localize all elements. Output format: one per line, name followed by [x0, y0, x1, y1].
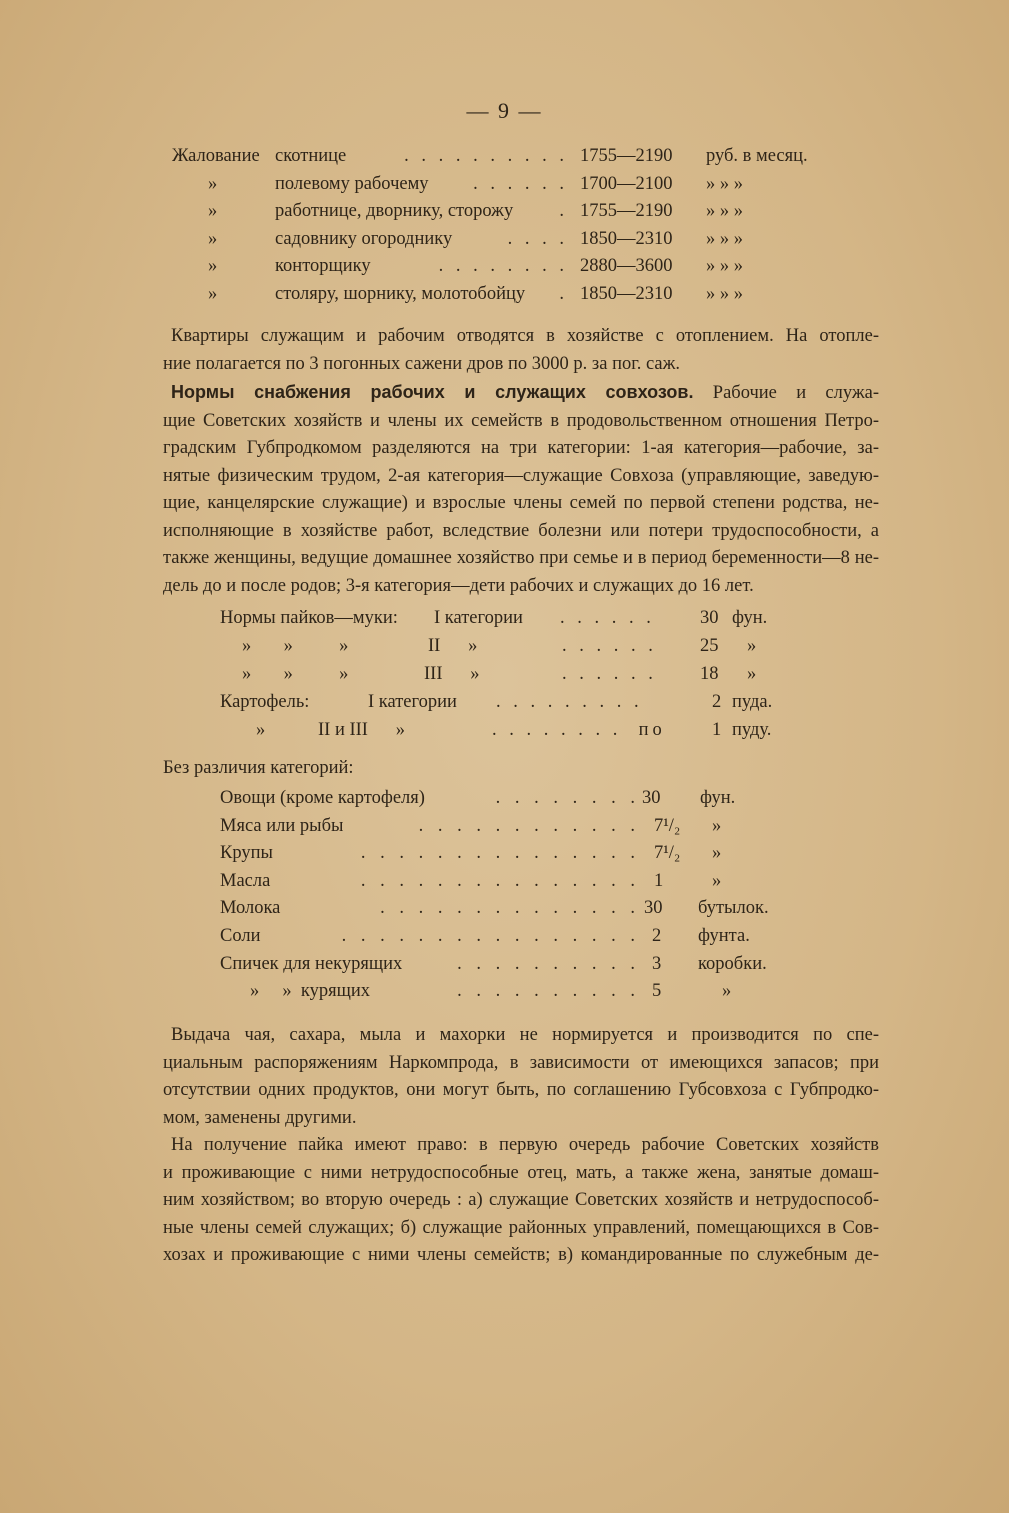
ration-value: 2: [712, 692, 722, 712]
ration-row: [220, 720, 790, 748]
ration-item: Картофель:: [220, 692, 310, 712]
salary-label: конторщику: [275, 256, 371, 276]
misc-unit: »: [712, 870, 722, 891]
salary-unit: » » »: [706, 283, 743, 304]
ration-row: [220, 636, 790, 664]
text-line: нятые физическим трудом, 2-ая категория—служащие Совхоза (управляющие, заведую-: [163, 465, 879, 486]
salary-dots: . . . . . . . .: [438, 256, 568, 276]
text-line: щие, канцелярские служащие) и взрослые члены семей по первой степени родства, не-: [163, 493, 879, 513]
salary-lead: »: [208, 256, 218, 276]
salary-row: [172, 146, 852, 174]
misc-unit: »: [712, 843, 722, 864]
misc-dots: . . . . . . . . . . . . . .: [380, 898, 640, 919]
text-line: щие Советских хозяйств и члены их семейств в продовольственном отношения Петро-: [163, 410, 879, 431]
ration-row: [220, 692, 790, 720]
misc-dots: . . . . . . . . . . . . . . . .: [341, 925, 640, 946]
salary-lead: »: [208, 283, 218, 304]
misc-unit: бутылок.: [698, 898, 769, 919]
misc-row: [220, 843, 780, 871]
misc-dots: . . . . . . . .: [495, 788, 640, 808]
salary-range: 1755—2190: [580, 146, 673, 166]
misc-row: [220, 981, 780, 1009]
misc-row: [220, 871, 780, 899]
ration-item: »: [256, 720, 266, 740]
misc-unit: фун.: [700, 788, 736, 808]
salary-label: полевому рабочему: [275, 173, 429, 194]
ration-category: I категории: [368, 692, 457, 712]
misc-label: » » курящих: [250, 981, 371, 1002]
salary-label: садовнику огороднику: [275, 228, 453, 249]
rations-table: [220, 608, 790, 748]
ration-category: II и III »: [318, 720, 405, 740]
misc-value: 3: [652, 953, 662, 974]
salary-label: столяру, шорнику, молотобойцу: [275, 283, 526, 304]
salary-unit: руб. в месяц.: [706, 146, 808, 166]
misc-value: 1: [654, 870, 664, 891]
misc-unit: коробки.: [698, 953, 767, 974]
no-categories-heading: Без различия категорий:: [163, 758, 354, 778]
salary-row: [172, 284, 852, 312]
misc-label: Масла: [220, 870, 271, 891]
misc-dots: . . . . . . . . . . . . . . .: [360, 843, 640, 864]
misc-unit: »: [712, 815, 722, 836]
salary-range: 1850—2310: [580, 228, 673, 249]
paragraph-tea-sugar: [163, 1022, 879, 1132]
salary-dots: .: [559, 283, 568, 304]
salary-label: работнице, дворнику, сторожу: [275, 201, 514, 221]
misc-value: 7¹/₂: [654, 843, 681, 864]
misc-dots: . . . . . . . . . .: [457, 981, 640, 1002]
text-line: Выдача чая, сахара, мыла и махорки не нормируется и производится по спе-: [171, 1025, 879, 1045]
misc-dots: . . . . . . . . . . . . . . .: [360, 870, 640, 891]
salary-range: 1755—2190: [580, 201, 673, 221]
misc-label: Овощи (кроме картофеля): [220, 788, 425, 808]
ration-value: 18: [700, 664, 719, 684]
salary-unit: » » »: [706, 201, 743, 221]
ration-row: [220, 664, 790, 692]
salary-range: 2880—3600: [580, 256, 673, 276]
ration-unit: фун.: [732, 608, 768, 628]
salary-range: 1850—2310: [580, 283, 673, 304]
salary-dots: .: [559, 201, 568, 221]
salary-lead: »: [208, 173, 218, 194]
salary-lead: »: [208, 228, 218, 249]
misc-dots: . . . . . . . . . .: [457, 953, 640, 974]
misc-label: Спичек для некурящих: [220, 953, 403, 974]
ration-item: » » »: [242, 664, 349, 684]
text-line: [163, 379, 879, 408]
ration-row: [220, 608, 790, 636]
misc-row: [220, 954, 780, 982]
salary-unit: » » »: [706, 228, 743, 249]
misc-label: Крупы: [220, 843, 273, 864]
text-fragment: Рабочие и служа-: [712, 383, 880, 403]
ration-category: I категории: [434, 608, 523, 628]
misc-rations-table: [220, 788, 780, 1009]
salary-row: [172, 229, 852, 257]
text-line: градским Губпродкомом разделяются на три категории: 1-ая категория—рабочие, за-: [163, 438, 879, 458]
ration-dots: . . . . . .: [562, 664, 657, 684]
ration-unit: »: [747, 636, 757, 656]
text-line: также женщины, ведущие домашнее хозяйство при семье и в период беременности—8 не-: [163, 548, 879, 568]
ration-unit: пуду.: [732, 720, 772, 740]
misc-row: [220, 788, 780, 816]
misc-row: [220, 898, 780, 926]
text-line: отсутствии одних продуктов, они могут быть, по соглашению Губсовхоза с Губпродко-: [163, 1080, 879, 1100]
text-line: ним хозяйством; во вторую очередь : а) служащие Советских хозяйств и нетрудоспособ-: [163, 1190, 879, 1210]
misc-row: [220, 816, 780, 844]
ration-value: 25: [700, 636, 719, 656]
misc-value: 2: [652, 925, 662, 946]
text-line: исполняющие в хозяйстве работ, вследствие болезни или потери трудоспособности, а: [163, 520, 879, 541]
misc-unit: »: [722, 981, 732, 1002]
ration-item: Нормы пайков—муки:: [220, 608, 398, 628]
misc-label: Мяса или рыбы: [220, 815, 344, 836]
ration-item: » » »: [242, 636, 349, 656]
misc-label: Соли: [220, 925, 261, 946]
ration-category: III »: [424, 664, 480, 684]
misc-value: 7¹/₂: [654, 815, 681, 836]
paragraph-norms: [163, 379, 879, 600]
misc-value: 30: [642, 788, 661, 808]
text-line: циальным распоряжениям Наркомпрода, в зависимости от имеющихся запасов; при: [163, 1052, 879, 1073]
section-heading: Нормы снабжения рабочих и служащих совхозов.: [171, 382, 694, 402]
text-line: дель до и после родов; 3-я категория—дети рабочих и служащих до 16 лет.: [163, 575, 754, 596]
ration-value: 30: [700, 608, 719, 628]
misc-row: [220, 926, 780, 954]
misc-value: 30: [644, 898, 663, 919]
ration-dots: . . . . . . . . .: [496, 692, 643, 712]
paragraph-housing: [163, 323, 879, 378]
ration-dots: . . . . . . . . по: [492, 720, 666, 740]
text-line: ные члены семей служащих; б) служащие районных управлений, помещающихся в Сов-: [163, 1217, 879, 1238]
ration-dots: . . . . . .: [562, 636, 657, 656]
ration-category: II »: [428, 636, 478, 656]
salary-row: [172, 201, 852, 229]
ration-unit: пуда.: [732, 692, 773, 712]
salary-unit: » » »: [706, 256, 743, 276]
ration-unit: »: [747, 664, 757, 684]
paragraph-eligibility: [163, 1132, 879, 1270]
misc-label: Молока: [220, 898, 281, 919]
text-line: и проживающие с ними нетрудоспособные отец, мать, а также жена, занятые домаш-: [163, 1162, 879, 1183]
salary-row: [172, 256, 852, 284]
page-number: — 9 —: [466, 98, 543, 123]
text-line: Квартиры служащим и рабочим отводятся в хозяйстве с отоплением. На отопле-: [171, 326, 879, 346]
salary-range: 1700—2100: [580, 173, 673, 194]
salary-dots: . . . . . . . . . .: [404, 146, 568, 166]
salary-row: [172, 174, 852, 202]
text-line: мом, заменены другими.: [163, 1107, 357, 1128]
salary-head: Жалование: [172, 146, 260, 166]
salary-dots: . . . .: [507, 228, 568, 249]
text-line: На получение пайка имеют право: в первую очередь рабочие Советских хозяйств: [171, 1135, 879, 1155]
ration-dots: . . . . . .: [560, 608, 655, 628]
text-line: ние полагается по 3 погонных сажени дров по 3000 р. за пог. саж.: [163, 353, 681, 374]
salary-label: скотнице: [275, 146, 347, 166]
salary-lead: »: [208, 201, 218, 221]
salary-unit: » » »: [706, 173, 743, 194]
misc-value: 5: [652, 981, 662, 1002]
salary-dots: . . . . . .: [473, 173, 568, 194]
salary-table: [172, 146, 852, 311]
misc-dots: . . . . . . . . . . . .: [418, 815, 640, 836]
misc-unit: фунта.: [698, 925, 750, 946]
text-line: хозах и проживающие с ними члены семейств; в) командированные по служебным де-: [163, 1245, 879, 1265]
ration-value: 1: [712, 720, 722, 740]
